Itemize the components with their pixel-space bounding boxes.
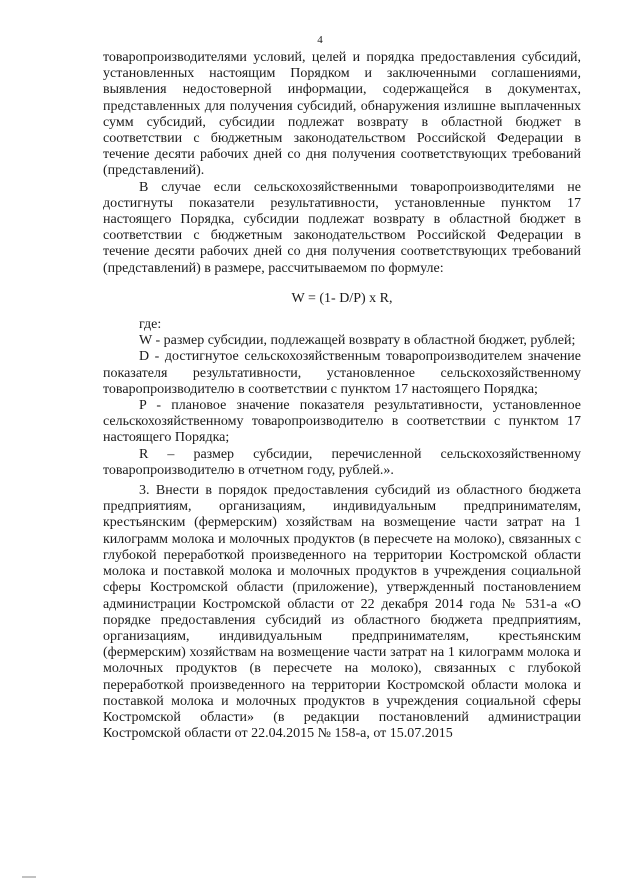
formula-term-d: D - достигнутое сельскохозяйственным товаропроизводителем значение показателя результативности, установленное сельскохозяйственному товаропроизводителю в соответствии с пунктом 17 настоящего Порядка; [103,349,581,397]
paragraph-item-3: 3. Внести в порядок предоставления субсидий из областного бюджета предприятиям, организациям, индивидуальным предпринимателям, крестьянским (фермерским) хозяйствам на возмещение части затрат на 1 килограмм молока и молочных продуктов (в пересчете на молоко), связанных с глубокой переработкой произведенного на территории Костромской области молока и поставкой молока и молочных продуктов в учреждения социальной сферы Костромской области (приложение), утвержденный постановлением администрации Костромской области от 22 декабря 2014 года № 531-а «О порядке предоставления субсидий из областного бюджета предприятиям, организациям, индивидуальным предпринимателям, крестьянским (фермерским) хозяйствам на возмещение части затрат на 1 килограмм молока и молочных продуктов (в пересчете на молоко), связанных с глубокой переработкой произведенного на территории Костромской области молока и поставкой молока и молочных продуктов в учреждения социальной сферы Костромской области» (в редакции постановлений администрации Костромской области от 22.04.2015 № 158-а, от 15.07.2015 [103,483,581,742]
formula-where-label: где: [139,317,162,333]
refund-formula: W = (1- D/P) x R, [291,290,393,306]
formula-term-r: R – размер субсидии, перечисленной сельскохозяйственному товаропроизводителю в отчетном году, рублей.». [103,446,581,478]
paragraph-continuation: товаропроизводителями условий, целей и порядка предоставления субсидий, установленных настоящим Порядком и заключенными соглашениями, выявления недостоверной информации, содержащейся в документах, представленных для получения субсидий, обнаружения излишне выплаченных сумм субсидий, субсидии подлежат возврату в областной бюджет в соответствии с бюджетным законодательством Российской Федерации в течение десяти рабочих дней со дня получения соответствующих требований (представлений). [103,50,581,179]
page-number: 4 [317,34,323,46]
document-body [103,50,581,742]
paragraph-refund-condition: В случае если сельскохозяйственными товаропроизводителями не достигнуты показатели результативности, установленные пунктом 17 настоящего Порядка, субсидии подлежат возврату в областной бюджет в соответствии с бюджетным законодательством Российской Федерации в течение десяти рабочих дней со дня получения соответствующих требований (представлений) в размере, рассчитываемом по формуле: [103,179,581,276]
formula-term-p: P - плановое значение показателя результативности, установленное сельскохозяйственному товаропроизводителю в соответствии с пунктом 17 настоящего Порядка; [103,398,581,446]
formula-term-w: W - размер субсидии, подлежащей возврату в областной бюджет, рублей; [139,333,576,349]
scan-artifact [22,876,36,878]
